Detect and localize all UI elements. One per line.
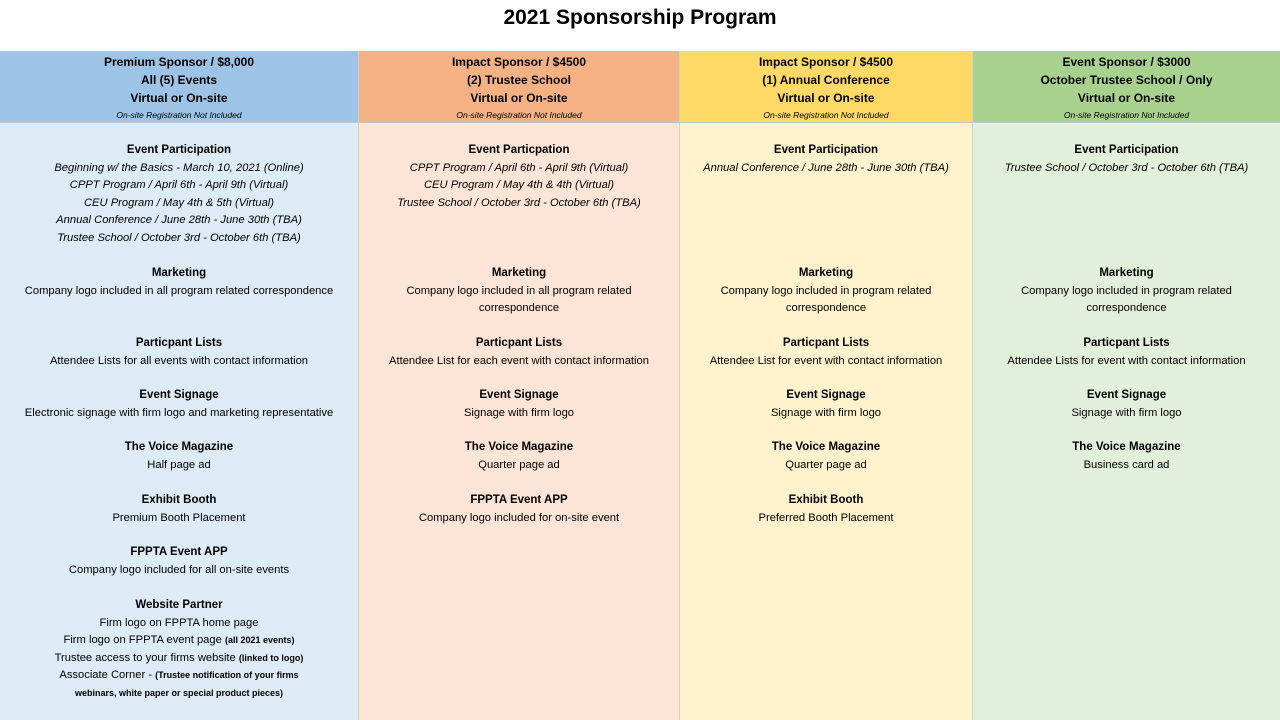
participant-lists-section [680, 335, 972, 370]
section-text: Company logo included in program related [1021, 284, 1232, 297]
event-participation-section [359, 142, 679, 212]
participant-lists-section [359, 335, 679, 370]
registration-note: On-site Registration Not Included [763, 109, 889, 120]
section-text: Half page ad [147, 458, 211, 471]
tier-name: Impact Sponsor / $4500 [758, 55, 894, 69]
marketing-section [0, 265, 358, 300]
event-sponsor-header [973, 51, 1280, 123]
tier-format: Virtual or On-site [130, 91, 228, 106]
section-title: Event Signage [786, 389, 866, 401]
event-item: CEU Program / May 4th & 4th (Virtual) [423, 179, 615, 191]
section-text: Attendee List for each event with contact information [389, 354, 649, 367]
event-participation-section [973, 142, 1280, 177]
section-title: Particpant Lists [1083, 337, 1170, 349]
marketing-section [359, 265, 679, 318]
section-text: Premium Booth Placement [112, 511, 246, 524]
premium-sponsor-header [0, 51, 358, 123]
event-item: Annual Conference / June 28th - June 30th (TBA) [703, 161, 949, 174]
section-title: Exhibit Booth [141, 494, 217, 506]
voice-magazine-section [359, 439, 679, 474]
event-item: Trustee School / October 3rd - October 6th (TBA) [1004, 161, 1249, 174]
section-title: Event Participation [1074, 144, 1179, 156]
registration-note: On-site Registration Not Included [456, 109, 582, 120]
tier-events: (1) Annual Conference [762, 73, 890, 88]
event-item: CPPT Program / April 6th - April 9th (Virtual) [409, 161, 629, 174]
section-text: Company logo included in all program related correspondence [24, 284, 334, 297]
page-title: 2021 Sponsorship Program [503, 6, 777, 29]
section-text: Signage with firm logo [463, 406, 575, 419]
section-title: Website Partner [135, 599, 223, 611]
section-title: Event Particpation [468, 144, 570, 156]
section-text: Firm logo on FPPTA home page [99, 616, 259, 629]
section-text: Preferred Booth Placement [758, 511, 894, 524]
section-text: Attendee List for event with contact information [709, 354, 943, 367]
website-line-small: (all 2021 events) [224, 635, 295, 645]
section-text: Company logo included for all on-site events [68, 563, 290, 576]
section-text: correspondence [478, 302, 560, 314]
premium-sponsor-body [0, 123, 358, 720]
website-line-small: (linked to logo) [238, 652, 304, 663]
impact-sponsor-body [359, 123, 679, 720]
tier-events: October Trustee School / Only [1040, 73, 1213, 88]
section-title: The Voice Magazine [124, 441, 234, 453]
section-text: Electronic signage with firm logo and marketing representative [24, 406, 334, 419]
section-text: Company logo included for on-site event [418, 511, 620, 524]
section-title: Particpant Lists [475, 337, 563, 349]
website-partner-section [0, 597, 358, 702]
event-app-section [359, 492, 679, 527]
section-text: Business card ad [1083, 458, 1170, 471]
event-sponsor-column [972, 51, 1280, 720]
website-line-small: webinars, white paper or special product pieces) [74, 687, 284, 698]
section-title: Marketing [1099, 267, 1154, 279]
event-item: CPPT Program / April 6th - April 9th (Virtual) [69, 179, 289, 191]
section-title: FPPTA Event APP [470, 494, 568, 506]
section-title: Exhibit Booth [788, 494, 864, 506]
section-text: Attendee Lists for event with contact information [1007, 354, 1246, 367]
registration-note: On-site Registration Not Included [1063, 109, 1190, 120]
tier-events: (2) Trustee School [466, 73, 572, 88]
event-signage-section [680, 387, 972, 422]
impact-sponsor-header [359, 51, 679, 123]
registration-note: On-site Registration Not Included [116, 109, 242, 120]
section-text: correspondence [1086, 302, 1167, 314]
exhibit-booth-section [0, 492, 358, 527]
section-text [0, 650, 358, 668]
section-title: The Voice Magazine [771, 441, 881, 453]
website-line-main: Associate Corner - [59, 669, 153, 681]
section-text: Attendee Lists for all events with contact information [49, 354, 309, 367]
section-text [0, 667, 358, 685]
voice-magazine-section [973, 439, 1280, 474]
section-text: Quarter page ad [785, 458, 867, 471]
section-title: Event Signage [1086, 389, 1167, 401]
event-item: Trustee School / October 3rd - October 6th (TBA) [397, 196, 641, 209]
section-title: Marketing [491, 267, 547, 279]
exhibit-booth-section [680, 492, 972, 527]
section-title: Marketing [151, 267, 207, 279]
website-line-small: (Trustee notification of your firms [155, 670, 299, 680]
participant-lists-section [0, 335, 358, 370]
event-signage-section [973, 387, 1280, 422]
voice-magazine-section [680, 439, 972, 474]
section-title: The Voice Magazine [1072, 441, 1181, 453]
tier-name: Event Sponsor / $3000 [1062, 55, 1191, 69]
event-participation-section [680, 142, 972, 177]
impact-sponsor-conference-column [679, 51, 972, 720]
section-text [0, 632, 358, 650]
section-text: correspondence [785, 302, 867, 314]
section-title: Particpant Lists [782, 337, 870, 349]
section-title: Event Participation [773, 144, 879, 156]
impact-sponsor-body [680, 123, 972, 720]
event-signage-section [0, 387, 358, 422]
tier-name: Premium Sponsor / $8,000 [103, 55, 255, 69]
event-sponsor-body [973, 123, 1280, 720]
event-participation-section [0, 142, 358, 247]
section-text: Company logo included in all program related [406, 284, 632, 297]
tier-name: Impact Sponsor / $4500 [451, 55, 587, 69]
event-signage-section [359, 387, 679, 422]
section-text: Signage with firm logo [770, 406, 882, 419]
section-title: Event Signage [479, 389, 559, 401]
event-item: Trustee School / October 3rd - October 6th (TBA) [57, 231, 301, 244]
marketing-section [680, 265, 972, 318]
section-text: Company logo included in program related [720, 284, 932, 297]
event-item: Beginning w/ the Basics - March 10, 2021 (Online) [54, 161, 304, 174]
section-title: Particpant Lists [135, 337, 223, 349]
section-title: Event Signage [139, 389, 219, 401]
impact-sponsor-trustee-column [358, 51, 679, 720]
event-app-section [0, 544, 358, 579]
section-title: The Voice Magazine [464, 441, 574, 453]
tier-format: Virtual or On-site [1077, 91, 1176, 106]
section-title: Event Participation [126, 144, 232, 156]
tier-events: All (5) Events [140, 73, 218, 88]
section-text: Signage with firm logo [1071, 406, 1182, 419]
event-item: Annual Conference / June 28th - June 30th (TBA) [56, 214, 302, 226]
premium-sponsor-column [0, 51, 358, 720]
section-title: Marketing [798, 267, 854, 279]
website-line-main: Firm logo on FPPTA event page [63, 634, 222, 646]
website-line-main: Trustee access to your firms website [54, 651, 236, 664]
section-title: FPPTA Event APP [130, 546, 228, 558]
impact-sponsor-header [680, 51, 972, 123]
section-text [0, 685, 358, 703]
tier-format: Virtual or On-site [470, 91, 568, 106]
section-text: Quarter page ad [478, 458, 560, 471]
event-item: CEU Program / May 4th & 5th (Virtual) [83, 196, 275, 209]
tier-format: Virtual or On-site [777, 91, 875, 106]
participant-lists-section [973, 335, 1280, 370]
voice-magazine-section [0, 439, 358, 474]
marketing-section [973, 265, 1280, 318]
